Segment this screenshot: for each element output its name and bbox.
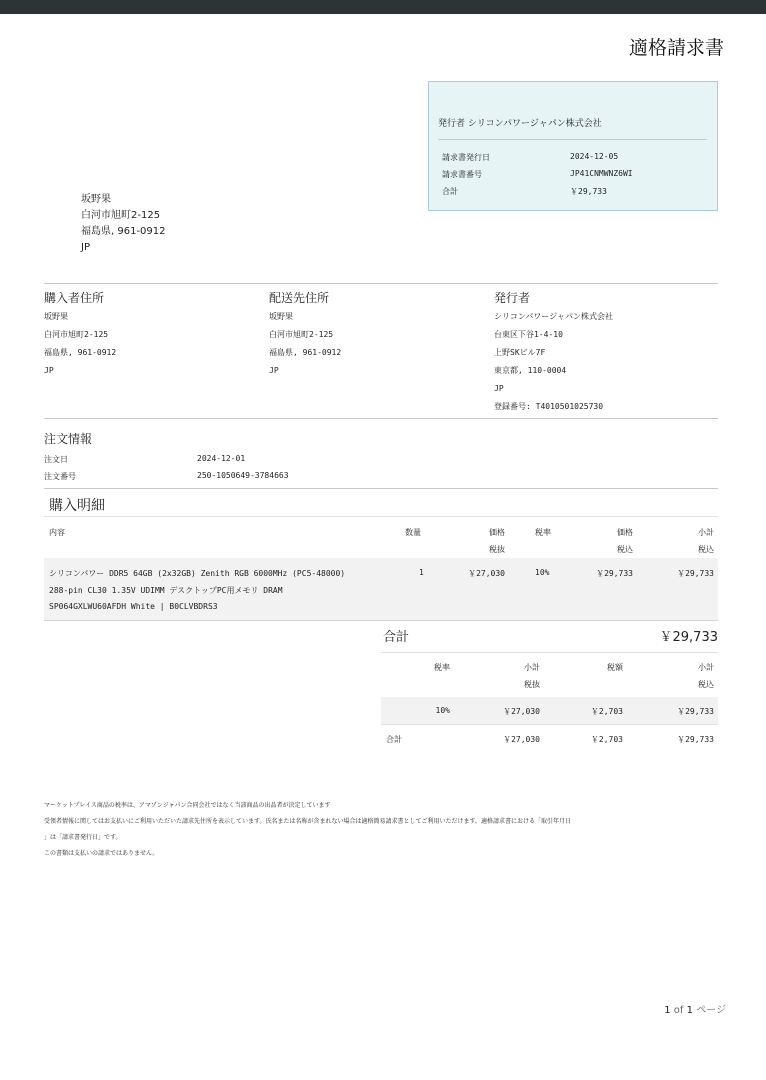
page-current: 1 bbox=[664, 1005, 671, 1016]
summary-col-subtotal: 小計 bbox=[524, 663, 540, 672]
total-label: 合計 bbox=[442, 187, 458, 196]
footnote: 受領者情報に関してはお支払いにご利用いただいた請求先住所を表示しています。氏名または名称が含まれない場合は適格簡易請求書としてご利用いただけます。適格請求書における「取引年月日 bbox=[44, 818, 572, 825]
item-quantity: 1 bbox=[419, 568, 424, 577]
summary-rate: 10% bbox=[435, 706, 450, 715]
address-line: 上野SKビル7F bbox=[494, 348, 546, 357]
issuer-name: 発行者 シリコンパワージャパン株式会社 bbox=[438, 119, 602, 129]
issue-date-label: 請求書発行日 bbox=[442, 153, 490, 162]
col-price-in: 価格 bbox=[617, 528, 633, 537]
invoice-number-value: JP41CNMWNZ6WI bbox=[570, 169, 633, 178]
order-number-label: 注文番号 bbox=[44, 472, 76, 481]
recipient-name: 坂野果 bbox=[81, 194, 111, 205]
address-line: 白河市旭町2-125 bbox=[269, 330, 334, 339]
divider bbox=[44, 418, 718, 419]
item-description: SP064GXLWU60AFDH White | B0CLVBDRS3 bbox=[49, 602, 218, 611]
recipient-line: JP bbox=[81, 242, 90, 253]
divider bbox=[44, 488, 718, 489]
registration-number: 登録番号: T4010501025730 bbox=[494, 402, 604, 411]
col-price-ex-sub: 税抜 bbox=[489, 545, 505, 554]
summary-col-tax: 税額 bbox=[607, 663, 623, 672]
summary-subtotal-in: ￥29,733 bbox=[677, 707, 714, 716]
item-subtotal: ￥29,733 bbox=[677, 569, 714, 578]
address-line: 坂野果 bbox=[44, 312, 68, 321]
address-line: JP bbox=[494, 384, 504, 393]
seller-address bbox=[494, 290, 613, 416]
address-line: 白河市旭町2-125 bbox=[44, 330, 109, 339]
recipient-line: 白河市旭町2-125 bbox=[81, 210, 161, 221]
item-price-ex: ￥27,030 bbox=[468, 569, 505, 578]
divider bbox=[44, 620, 718, 621]
summary-footer-subtotal: ￥27,030 bbox=[503, 735, 540, 744]
order-number-value: 250-1050649-3784663 bbox=[197, 471, 289, 480]
seller-heading: 発行者 bbox=[494, 291, 531, 305]
shipping-address bbox=[269, 290, 341, 380]
recipient-line: 福島県, 961-0912 bbox=[81, 226, 166, 237]
recipient-address bbox=[81, 192, 166, 256]
address-line: 東京都, 110-0004 bbox=[494, 366, 567, 375]
summary-footer-label: 合計 bbox=[386, 735, 402, 744]
summary-total-label: 合計 bbox=[383, 630, 410, 645]
col-subtotal-sub: 税込 bbox=[698, 545, 714, 554]
summary-tax: ￥2,703 bbox=[590, 707, 623, 716]
item-price-in: ￥29,733 bbox=[596, 569, 633, 578]
item-description: 288-pin CL30 1.35V UDIMM デスクトップPC用メモリ DRAM bbox=[49, 586, 283, 595]
order-date-label: 注文日 bbox=[44, 455, 68, 464]
order-info-heading: 注文情報 bbox=[44, 432, 93, 446]
summary-subtotal: ￥27,030 bbox=[503, 707, 540, 716]
shipping-heading: 配送先住所 bbox=[269, 291, 330, 305]
summary-footer-subtotal-in: ￥29,733 bbox=[677, 735, 714, 744]
divider bbox=[438, 139, 707, 140]
col-price-ex: 価格 bbox=[489, 528, 505, 537]
buyer-heading: 購入者住所 bbox=[44, 291, 105, 305]
issue-date-value: 2024-12-05 bbox=[570, 152, 619, 161]
footnote: マーケットプレイス商品の税率は、アマゾンジャパン合同会社ではなく当該商品の出品者が決定しています bbox=[44, 802, 331, 809]
summary-total-value: ￥29,733 bbox=[659, 630, 718, 645]
page-of: of bbox=[673, 1005, 684, 1016]
summary-col-subtotal-sub: 税抜 bbox=[524, 680, 540, 689]
footnote: 」は「請求書発行日」です。 bbox=[44, 834, 122, 841]
page-total: 1 bbox=[686, 1005, 693, 1016]
document-title: 適格請求書 bbox=[628, 37, 724, 59]
divider bbox=[44, 283, 718, 284]
items-heading: 購入明細 bbox=[49, 498, 105, 514]
address-line: JP bbox=[269, 366, 279, 375]
col-tax-rate: 税率 bbox=[535, 528, 551, 537]
address-line: 福島県, 961-0912 bbox=[269, 348, 342, 357]
col-description: 内容 bbox=[49, 528, 65, 537]
col-price-in-sub: 税込 bbox=[617, 545, 633, 554]
col-quantity: 数量 bbox=[405, 528, 421, 537]
total-value: ￥29,733 bbox=[570, 187, 607, 196]
summary-col-rate: 税率 bbox=[434, 663, 450, 672]
divider bbox=[381, 652, 718, 653]
summary-col-subtotal-in-sub: 税込 bbox=[698, 680, 714, 689]
address-line: 坂野果 bbox=[269, 312, 293, 321]
footnote: この書類は支払いの請求ではありません。 bbox=[44, 850, 159, 857]
issuer-summary-box bbox=[428, 81, 718, 211]
top-bar bbox=[0, 0, 766, 14]
item-tax-rate: 10% bbox=[535, 568, 550, 577]
col-subtotal: 小計 bbox=[698, 528, 714, 537]
address-line: 台東区下谷1-4-10 bbox=[494, 330, 563, 339]
page-suffix: ページ bbox=[696, 1005, 726, 1016]
item-description: シリコンパワー DDR5 64GB (2x32GB) Zenith RGB 6000MHz (PC5-48000) bbox=[49, 569, 346, 578]
divider bbox=[381, 724, 718, 725]
summary-col-subtotal-in: 小計 bbox=[698, 663, 714, 672]
address-line: シリコンパワージャパン株式会社 bbox=[494, 312, 613, 321]
order-date-value: 2024-12-01 bbox=[197, 454, 246, 463]
address-line: 福島県, 961-0912 bbox=[44, 348, 117, 357]
address-line: JP bbox=[44, 366, 54, 375]
page-indicator bbox=[664, 1001, 726, 1016]
divider bbox=[44, 516, 718, 517]
buyer-address bbox=[44, 290, 116, 380]
summary-footer-tax: ￥2,703 bbox=[590, 735, 623, 744]
invoice-number-label: 請求書番号 bbox=[442, 170, 482, 179]
